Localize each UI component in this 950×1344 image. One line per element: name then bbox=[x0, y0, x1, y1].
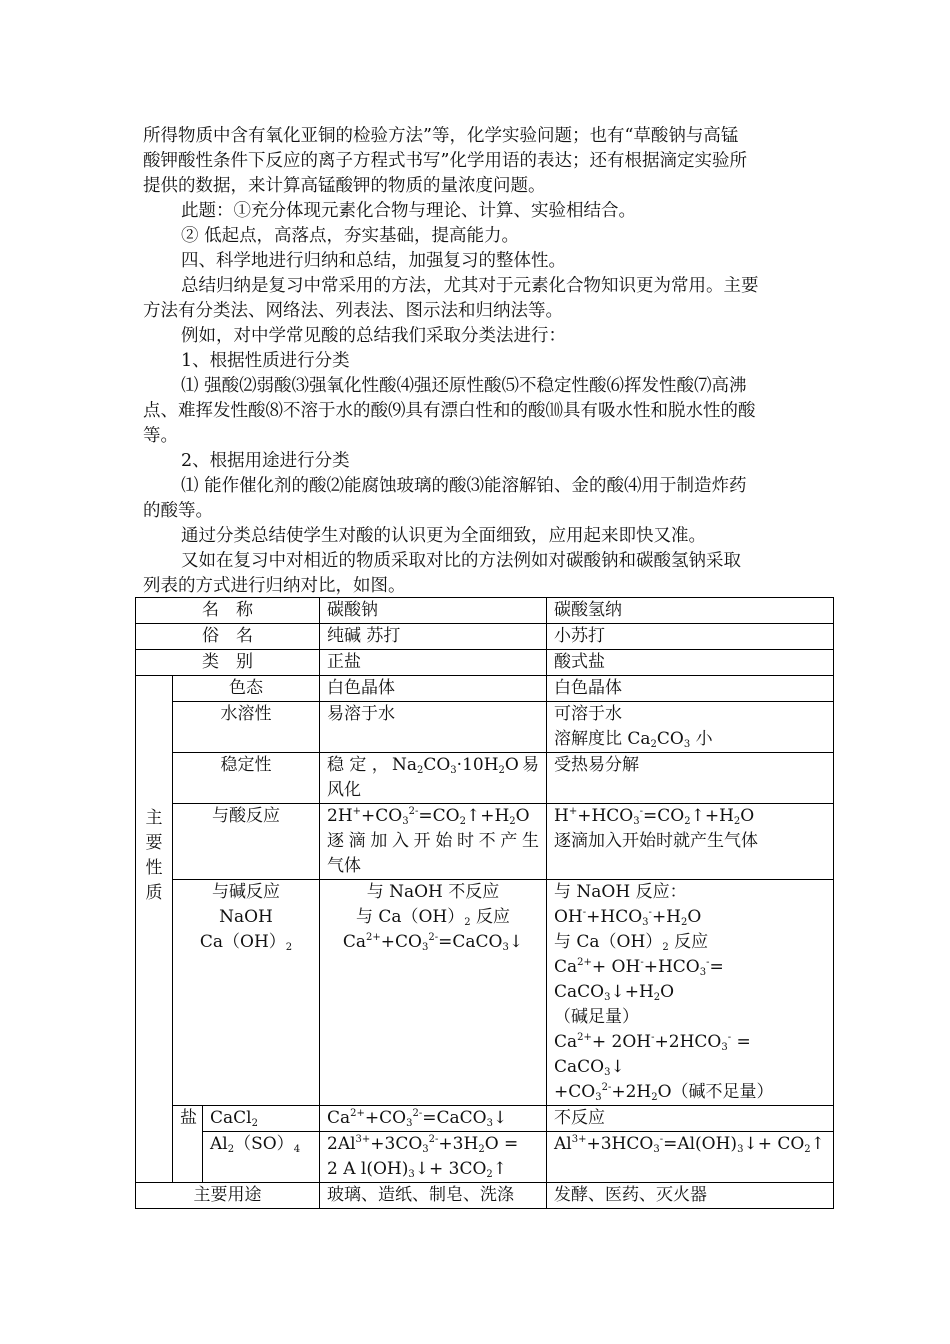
table-row bbox=[136, 624, 834, 650]
equation: $2Al^{3+}+3CO_3^{2-}+3H_2O$ = bbox=[327, 1134, 519, 1155]
cell: 小苏打 bbox=[547, 624, 834, 650]
reagent-al2so4: $Al_2(SO)_4$ bbox=[203, 1132, 320, 1183]
header-na2co3: 碳酸钠 bbox=[320, 598, 547, 624]
row-label-usage: 主要用途 bbox=[136, 1183, 320, 1209]
paragraph-line: 点、难挥发性酸⑻不溶于水的酸⑼具有漂白性和的酸⑽具有吸水性和脱水性的酸 bbox=[143, 401, 756, 421]
paragraph-line: 提供的数据，来计算高锰酸钾的物质的量浓度问题。 bbox=[143, 176, 546, 196]
table-row bbox=[136, 804, 834, 880]
row-label-solubility: 水溶性 bbox=[173, 702, 320, 753]
equation: 2 A $l(OH)_3↓+$ $3CO_2↑$ bbox=[327, 1159, 508, 1180]
cell: 易溶于水 bbox=[320, 702, 547, 753]
paragraph-line: 列表的方式进行归纳对比，如图。 bbox=[143, 576, 406, 596]
table-row bbox=[136, 1132, 834, 1183]
cell-line: 与 $Ca(OH)_2$ 反应 bbox=[355, 907, 511, 928]
row-label-salt: 盐 bbox=[173, 1106, 203, 1183]
row-label-common-name: 俗 名 bbox=[136, 624, 320, 650]
group-label-text: 主要性质 bbox=[145, 808, 163, 903]
paragraph-line: 等。 bbox=[143, 426, 178, 446]
paragraph-line: ⑴ 强酸⑵弱酸⑶强氧化性酸⑷强还原性酸⑸不稳定性酸⑹挥发性酸⑺高沸 bbox=[181, 376, 747, 396]
cell-line: 逐滴加入开始时就产生气体 bbox=[554, 831, 758, 851]
cell-line: 与 $Ca(OH)_2$ 反应 bbox=[554, 932, 709, 953]
cell: 受热易分解 bbox=[547, 753, 834, 804]
paragraph-line: 酸钾酸性条件下反应的离子方程式书写”化学用语的表达；还有根据滴定实验所 bbox=[143, 151, 747, 171]
row-label-category: 类 别 bbox=[136, 650, 320, 676]
paragraph-line: 此题：①充分体现元素化合物与理论、计算、实验相结合。 bbox=[181, 201, 636, 221]
cell-line: 与 NaOH 反应： bbox=[554, 882, 687, 902]
cell: $Al^{3+}+3HCO_3^-=Al(OH)_3↓+$ $CO_2↑$ bbox=[547, 1132, 834, 1183]
cell-line bbox=[327, 753, 539, 778]
cell bbox=[547, 880, 834, 1106]
cell: 纯碱 苏打 bbox=[320, 624, 547, 650]
paragraph-line: ② 低起点，高落点，夯实基础，提高能力。 bbox=[181, 226, 520, 246]
cell-line: 逐滴加入开始时不产生 bbox=[327, 831, 539, 851]
cell-text: 稳 定 ， bbox=[327, 755, 389, 775]
formula: $Ca(OH)_2$ bbox=[199, 932, 293, 953]
row-label-color: 色态 bbox=[173, 676, 320, 702]
cell: 白色晶体 bbox=[320, 676, 547, 702]
paragraph-line: ⑴ 能作催化剂的酸⑵能腐蚀玻璃的酸⑶能溶解铂、金的酸⑷用于制造炸药 bbox=[181, 476, 747, 496]
equation: $+CO_3^{2-}+2H_2O$（碱不足量） bbox=[554, 1082, 774, 1103]
formula: $Na_2CO_3\cdot 10H_2O$ bbox=[391, 755, 519, 776]
equation: $H^++HCO_3^-=CO_2↑+H_2O$ bbox=[554, 806, 755, 827]
header-name: 名 称 bbox=[136, 598, 320, 624]
row-label-base-reaction bbox=[173, 880, 320, 1106]
table-row bbox=[136, 702, 834, 753]
table-row bbox=[136, 880, 834, 1106]
cell: 酸式盐 bbox=[547, 650, 834, 676]
cell-line: 气体 bbox=[327, 856, 361, 876]
cell-text: （碱不足量） bbox=[671, 1082, 774, 1102]
cell bbox=[320, 753, 547, 804]
cell: $Ca^{2+}+CO_3^{2-}=CaCO_3↓$ bbox=[320, 1106, 547, 1132]
cell: 正盐 bbox=[320, 650, 547, 676]
cell-line: NaOH bbox=[219, 907, 273, 927]
cell-line: （碱足量） bbox=[554, 1007, 639, 1027]
paragraph-line: 又如在复习中对相近的物质采取对比的方法例如对碳酸钠和碳酸氢钠采取 bbox=[181, 551, 741, 571]
equation: $OH^-+HCO_3^-+H_2O$ bbox=[554, 907, 702, 928]
table-row bbox=[136, 1106, 834, 1132]
cell-line: 溶解度比 $Ca_2CO_3$ 小 bbox=[554, 729, 713, 750]
equation: $Ca^{2+}+ 2OH^-+2HCO_3^-$ = CaCO$_3$↓ bbox=[554, 1032, 751, 1078]
cell-line: 与 NaOH 不反应 bbox=[366, 882, 500, 902]
equation: $Ca^{2+}+CO_3^{2-}=CaCO_3↓$ bbox=[342, 932, 524, 953]
cell bbox=[547, 702, 834, 753]
table-row bbox=[136, 598, 834, 624]
table-row bbox=[136, 1183, 834, 1209]
subheading: 2、根据用途进行分类 bbox=[181, 451, 350, 471]
table-row bbox=[136, 676, 834, 702]
table-row bbox=[136, 753, 834, 804]
paragraph-line: 的酸等。 bbox=[143, 501, 213, 521]
group-label-main-properties bbox=[136, 676, 173, 1183]
cell bbox=[547, 804, 834, 880]
row-label-stability: 稳定性 bbox=[173, 753, 320, 804]
header-nahco3: 碳酸氢纳 bbox=[547, 598, 834, 624]
cell-line: 与碱反应 bbox=[212, 882, 280, 902]
paragraph-line: 通过分类总结使学生对酸的认识更为全面细致，应用起来即快又准。 bbox=[181, 526, 706, 546]
cell-text: 易 bbox=[522, 755, 539, 775]
comparison-table bbox=[135, 597, 834, 1209]
cell: 不反应 bbox=[547, 1106, 834, 1132]
paragraph-line: 例如，对中学常见酸的总结我们采取分类法进行： bbox=[181, 326, 566, 346]
reagent-cacl2: CaCl$_2$ bbox=[203, 1106, 320, 1132]
equation: $Ca^{2+}+ OH^-+HCO_3^-=$ $CaCO_3↓+H_2O$ bbox=[554, 957, 724, 1003]
subheading: 1、根据性质进行分类 bbox=[181, 351, 350, 371]
cell bbox=[320, 880, 547, 1106]
paragraph-line: 方法有分类法、网络法、列表法、图示法和归纳法等。 bbox=[143, 301, 563, 321]
cell-line: 风化 bbox=[327, 780, 361, 800]
cell: 玻璃、造纸、制皂、洗涤 bbox=[320, 1183, 547, 1209]
row-label-acid-reaction: 与酸反应 bbox=[173, 804, 320, 880]
equation: $2H^++CO_3^{2-}=CO_2↑+H_2O$ bbox=[327, 806, 530, 827]
section-heading: 四、科学地进行归纳和总结，加强复习的整体性。 bbox=[181, 251, 566, 271]
cell-line: 可溶于水 bbox=[554, 704, 622, 724]
cell: 发酵、医药、灭火器 bbox=[547, 1183, 834, 1209]
cell: 白色晶体 bbox=[547, 676, 834, 702]
cell bbox=[320, 1132, 547, 1183]
paragraph-line: 所得物质中含有氧化亚铜的检验方法”等，化学实验问题；也有“草酸钠与高锰 bbox=[143, 126, 739, 146]
table-row bbox=[136, 650, 834, 676]
paragraph-line: 总结归纳是复习中常采用的方法，尤其对于元素化合物知识更为常用。主要 bbox=[181, 276, 759, 296]
cell bbox=[320, 804, 547, 880]
